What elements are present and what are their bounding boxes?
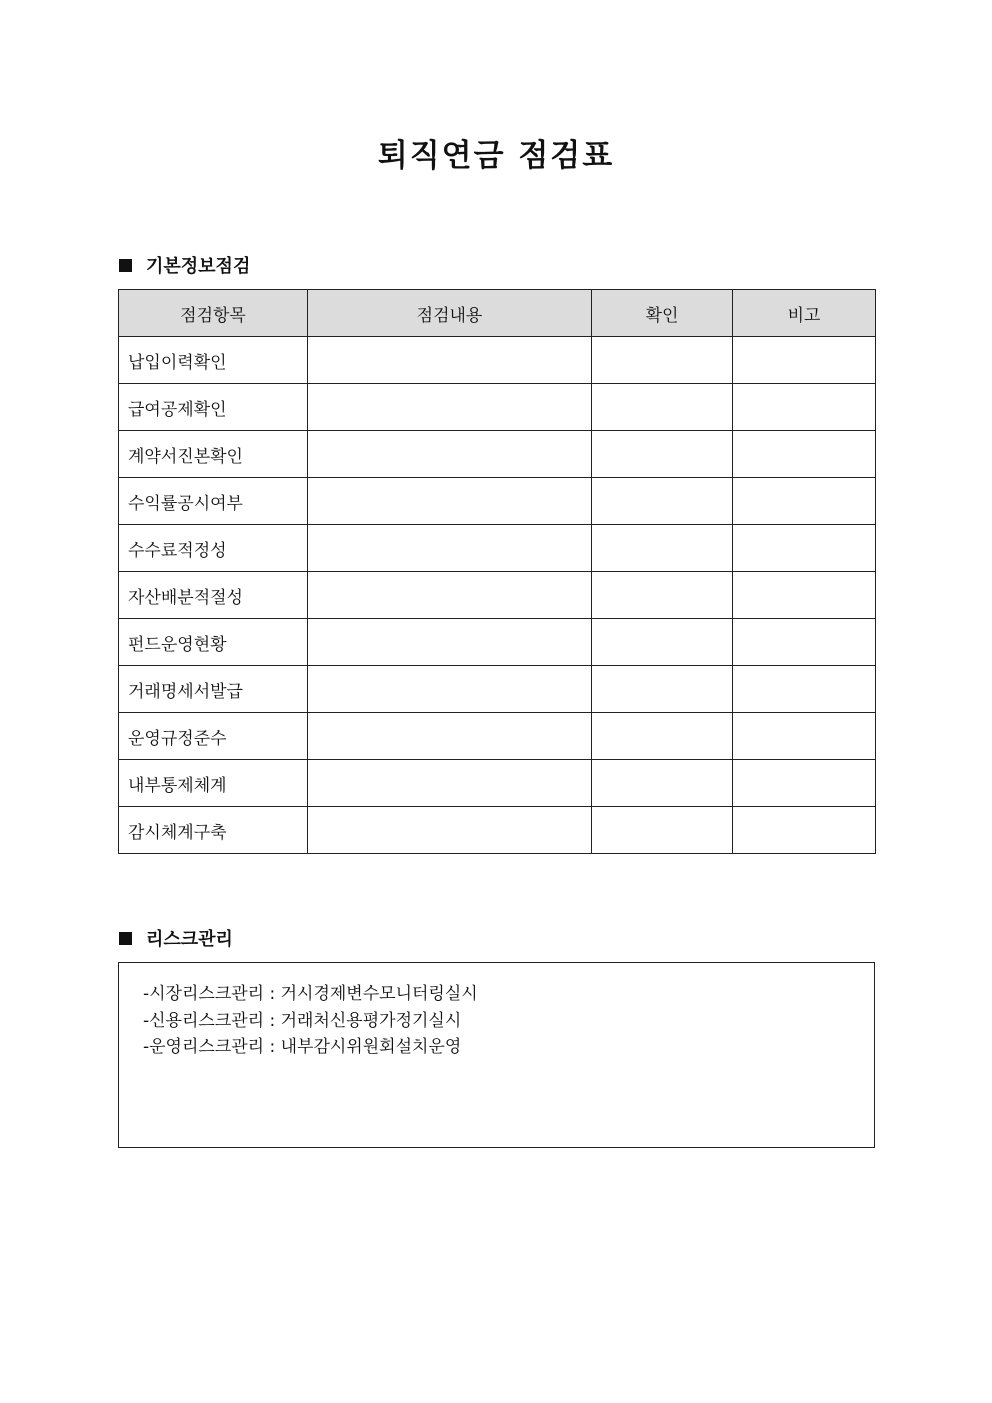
section-header-basic <box>119 252 250 278</box>
table-row <box>119 713 876 760</box>
remark-cell[interactable] <box>733 525 876 572</box>
row-item-label: 펀드운영현황 <box>119 619 308 666</box>
table-row <box>119 431 876 478</box>
risk-line-operational: -운영리스크관리 : 내부감시위원회설치운영 <box>143 1037 462 1057</box>
confirm-cell[interactable] <box>592 384 733 431</box>
content-cell[interactable] <box>308 572 592 619</box>
row-item-label: 운영규정준수 <box>119 713 308 760</box>
confirm-cell[interactable] <box>592 337 733 384</box>
table-row <box>119 525 876 572</box>
row-item-label: 자산배분적절성 <box>119 572 308 619</box>
content-cell[interactable] <box>308 619 592 666</box>
remark-cell[interactable] <box>733 572 876 619</box>
content-cell[interactable] <box>308 337 592 384</box>
table-row <box>119 760 876 807</box>
content-cell[interactable] <box>308 713 592 760</box>
remark-cell[interactable] <box>733 478 876 525</box>
confirm-cell[interactable] <box>592 572 733 619</box>
row-item-label: 내부통제체계 <box>119 760 308 807</box>
square-bullet-icon <box>119 259 132 272</box>
table-header-row <box>119 290 876 337</box>
table-row <box>119 572 876 619</box>
row-item-label: 수익률공시여부 <box>119 478 308 525</box>
risk-line-market: -시장리스크관리 : 거시경제변수모니터링실시 <box>143 984 478 1004</box>
section-title-risk: 리스크관리 <box>146 929 233 950</box>
table-row <box>119 619 876 666</box>
confirm-cell[interactable] <box>592 478 733 525</box>
content-cell[interactable] <box>308 760 592 807</box>
remark-cell[interactable] <box>733 431 876 478</box>
row-item-label: 거래명세서발급 <box>119 666 308 713</box>
row-item-label: 감시체계구축 <box>119 807 308 854</box>
checklist-table <box>118 289 876 854</box>
table-row <box>119 384 876 431</box>
confirm-cell[interactable] <box>592 807 733 854</box>
content-cell[interactable] <box>308 431 592 478</box>
confirm-cell[interactable] <box>592 525 733 572</box>
confirm-cell[interactable] <box>592 713 733 760</box>
table-row <box>119 478 876 525</box>
confirm-cell[interactable] <box>592 619 733 666</box>
column-header-remark: 비고 <box>733 290 876 337</box>
column-header-confirm: 확인 <box>592 290 733 337</box>
row-item-label: 계약서진본확인 <box>119 431 308 478</box>
page-title: 퇴직연금 점검표 <box>377 138 615 174</box>
content-cell[interactable] <box>308 525 592 572</box>
risk-management-box <box>118 962 875 1148</box>
content-cell[interactable] <box>308 666 592 713</box>
remark-cell[interactable] <box>733 760 876 807</box>
confirm-cell[interactable] <box>592 431 733 478</box>
content-cell[interactable] <box>308 807 592 854</box>
section-title-basic: 기본정보점검 <box>146 256 251 277</box>
row-item-label: 수수료적정성 <box>119 525 308 572</box>
section-header-risk <box>119 925 233 951</box>
column-header-content: 점검내용 <box>308 290 592 337</box>
confirm-cell[interactable] <box>592 760 733 807</box>
table-row <box>119 666 876 713</box>
remark-cell[interactable] <box>733 384 876 431</box>
table-row <box>119 337 876 384</box>
remark-cell[interactable] <box>733 666 876 713</box>
column-header-item: 점검항목 <box>119 290 308 337</box>
square-bullet-icon <box>119 932 132 945</box>
table-row <box>119 807 876 854</box>
row-item-label: 납입이력확인 <box>119 337 308 384</box>
risk-line-credit: -신용리스크관리 : 거래처신용평가정기실시 <box>143 1011 462 1031</box>
row-item-label: 급여공제확인 <box>119 384 308 431</box>
remark-cell[interactable] <box>733 619 876 666</box>
remark-cell[interactable] <box>733 337 876 384</box>
content-cell[interactable] <box>308 384 592 431</box>
confirm-cell[interactable] <box>592 666 733 713</box>
remark-cell[interactable] <box>733 807 876 854</box>
content-cell[interactable] <box>308 478 592 525</box>
remark-cell[interactable] <box>733 713 876 760</box>
